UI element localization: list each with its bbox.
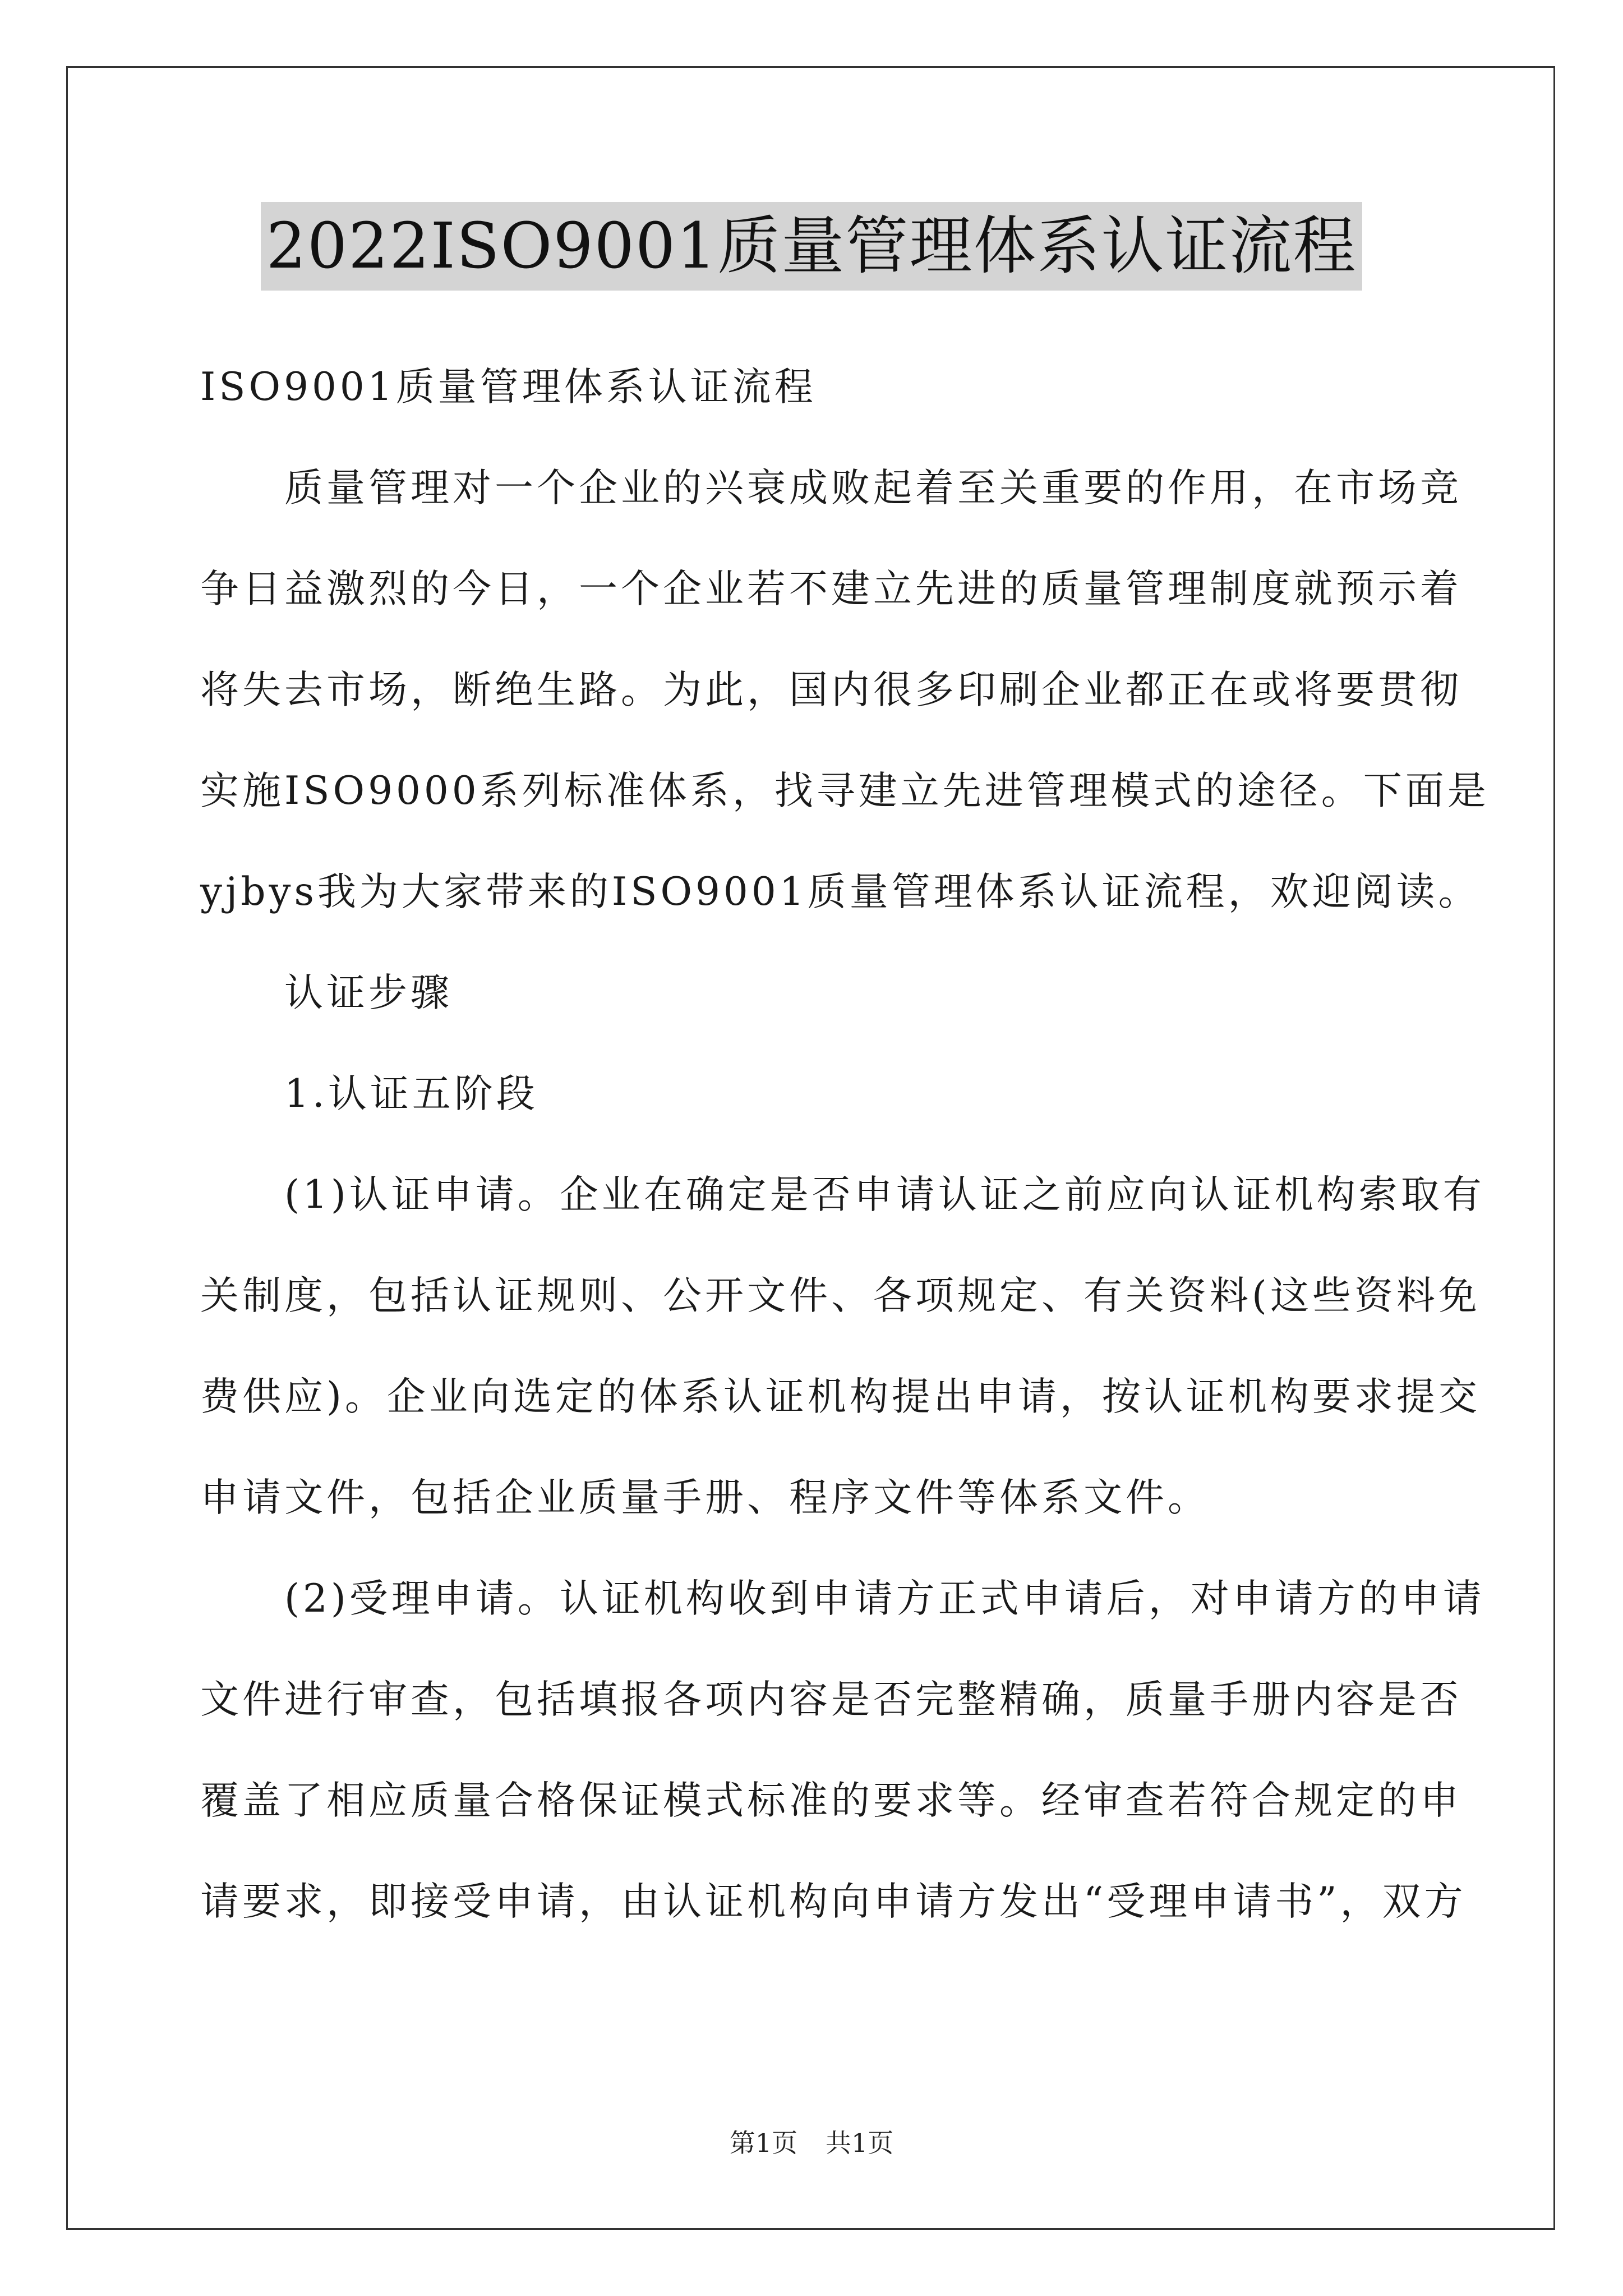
document-body [200,337,1490,1952]
paragraph-line: 文件进行审查，包括填报各项内容是否完整精确，质量手册内容是否 [200,1677,1462,1722]
paragraph-line: 申请文件，包括企业质量手册、程序文件等体系文件。 [200,1475,1210,1520]
title-container [0,202,1623,291]
paragraph-line: 覆盖了相应质量合格保证模式标准的要求等。经审查若符合规定的申 [200,1778,1462,1823]
subsection-heading: 1.认证五阶段 [284,1071,538,1116]
section-heading: 认证步骤 [284,970,453,1015]
paragraph-line: 争日益激烈的今日，一个企业若不建立先进的质量管理制度就预示着 [200,567,1462,611]
page-number-current: 第1页 [729,2128,797,2158]
page-footer [0,2126,1623,2160]
paragraph-line: (2)受理申请。认证机构收到申请方正式申请后，对申请方的申请 [284,1576,1485,1621]
subtitle-line: ISO9001质量管理体系认证流程 [200,365,817,409]
paragraph-line: (1)认证申请。企业在确定是否申请认证之前应向认证机构索取有 [284,1172,1485,1217]
paragraph-line: 关制度，包括认证规则、公开文件、各项规定、有关资料(这些资料免 [200,1273,1481,1318]
paragraph-line: 质量管理对一个企业的兴衰成败起着至关重要的作用，在市场竞 [284,466,1462,510]
paragraph-line: 费供应)。企业向选定的体系认证机构提出申请，按认证机构要求提交 [200,1374,1481,1419]
paragraph-line: 实施ISO9000系列标准体系，找寻建立先进管理模式的途径。下面是 [200,769,1490,813]
document-title: 2022ISO9001质量管理体系认证流程 [261,202,1363,291]
paragraph-line: 请要求，即接受申请，由认证机构向申请方发出“受理申请书”，双方 [200,1879,1467,1924]
page-number-total: 共1页 [826,2128,894,2158]
paragraph-line: 将失去市场，断绝生路。为此，国内很多印刷企业都正在或将要贯彻 [200,668,1462,712]
paragraph-line: yjbys我为大家带来的ISO9001质量管理体系认证流程，欢迎阅读。 [200,869,1481,914]
